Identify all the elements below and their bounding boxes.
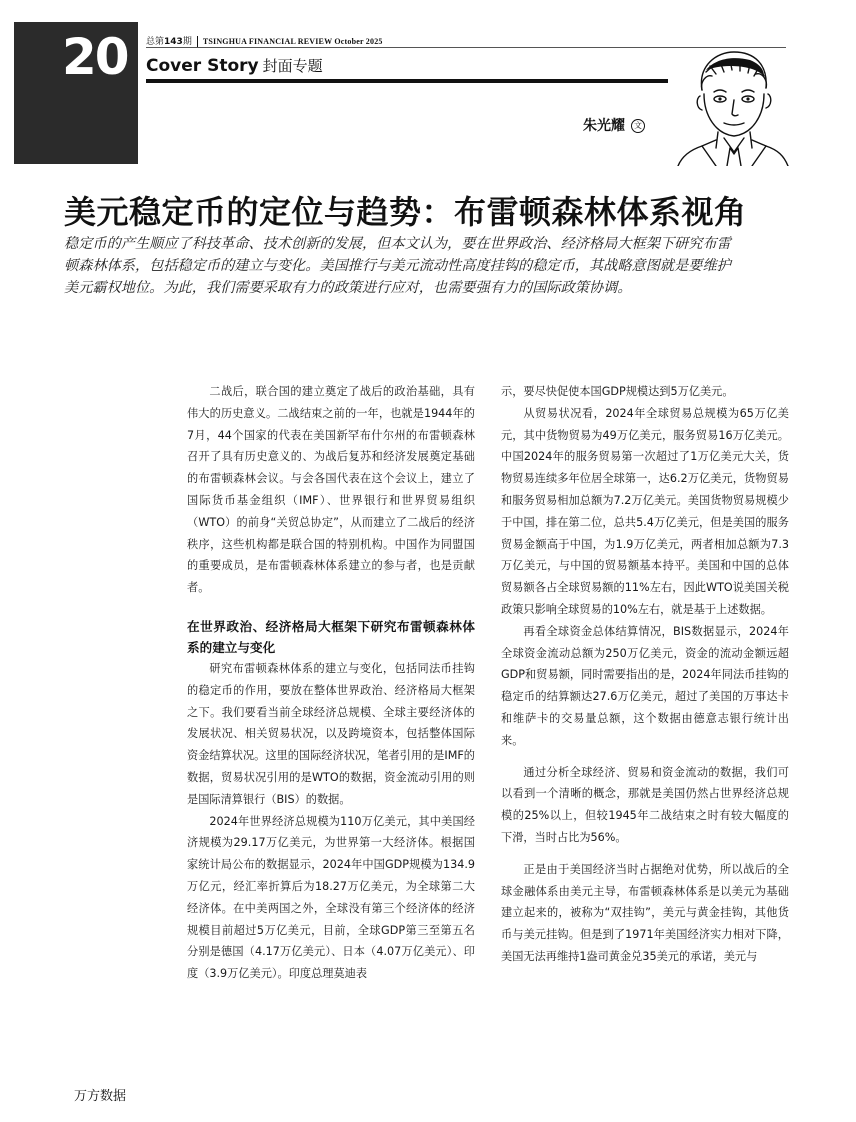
author-portrait-illustration [672, 44, 790, 166]
paragraph: 通过分析全球经济、贸易和资金流动的数据，我们可以看到一个清晰的概念，那就是美国仍然占世界经济总规模的25%以上，但较1945年二战结束之时有较大幅度的下滑，当时占比为56%。 [501, 765, 789, 844]
article-title: 美元稳定币的定位与趋势：布雷顿森林体系视角 [64, 193, 747, 231]
summary-line: 美元霸权地位。为此，我们需要采取有力的政策进行应对，也需要强有力的国际政策协调。 [64, 280, 632, 296]
author-byline [583, 115, 645, 135]
issue-number: 143 [164, 37, 183, 47]
summary-line: 顿森林体系，包括稳定币的建立与变化。美国推行与美元流动性高度挂钩的稳定币，其战略意图就是要维护 [64, 258, 731, 274]
section-en: Cover Story [146, 56, 259, 76]
watermark-text: 万方数据 [74, 1089, 127, 1104]
issue-separator [197, 36, 198, 47]
left-column [187, 381, 475, 985]
section-rule [146, 79, 668, 83]
issue-prefix: 总第 [146, 37, 165, 47]
section-cn: 封面专题 [262, 57, 323, 75]
paragraph: 二战后，联合国的建立奠定了战后的政治基础，具有伟大的历史意义。二战结束之前的一年，也就是1944年的7月，44个国家的代表在美国新罕布什尔州的布雷顿森林召开了具有历史意义的、为战后复苏和经济发展奠定基础的布雷顿森林会议。与会各国代表在这个会议上，建立了国际货币基金组织（IMF）、世界银行和世界贸易组织（WTO）的前身“关贸总协定”，从而建立了二战后的经济秩序，这些机构都是联合国的特别机构。中国作为同盟国的重要成员，是布雷顿森林体系建立的参与者，也是贡献者。 [187, 385, 475, 595]
paragraph: 正是由于美国经济当时占据绝对优势，所以战后的全球金融体系由美元主导，布雷顿森林体系是以美元为基础建立起来的，被称为“双挂钩”，美元与黄金挂钩，其他货币与美元挂钩。但是到了1971年美国经济实力相对下降，美国无法再维持1盎司黄金兑35美元的承诺，美元与 [501, 862, 789, 963]
summary-line: 稳定币的产生顺应了科技革命、技术创新的发展，但本文认为，要在世界政治、经济格局大框架下研究布雷 [64, 236, 731, 252]
author-mark: 文 [631, 119, 645, 133]
paragraph: 2024年世界经济总规模为110万亿美元，其中美国经济规模为29.17万亿美元，为世界第一大经济体。根据国家统计局公布的数据显示，2024年中国GDP规模为134.9万亿元，经汇率折算后为18.27万亿美元，为全球第二大经济体。在中美两国之外，全球没有第三个经济体的经济规模目前超过5万亿美元，目前，全球GDP第三至第五名分别是德国（4.17万亿美元）、日本（4.07万亿美元）、印度（3.9万亿美元）。印度总理莫迪表 [187, 814, 475, 981]
issue-suffix: 期 [182, 37, 192, 47]
paragraph: 研究布雷顿森林体系的建立与变化，包括同法币挂钩的稳定币的作用，要放在整体世界政治、经济格局大框架之下。我们要看当前全球经济总规模、全球主要经济体的发展状况、相关贸易状况，以及跨境资本，包括整体国际资金结算状况。这里的国际经济状况，笔者引用的是IMF的数据，贸易状况引用的是WTO的数据，资金流动引用的则是国际清算银行（BIS）的数据。 [187, 661, 475, 806]
section-label [146, 55, 323, 76]
author-name: 朱光耀 [583, 118, 625, 134]
journal-name: TSINGHUA FINANCIAL REVIEW October 2025 [202, 37, 383, 46]
page-number: 20 [62, 28, 128, 86]
section-heading: 在世界政治、经济格局大框架下研究布雷顿森林体系的建立与变化 [187, 618, 475, 655]
paragraph: 再看全球资金总体结算情况，BIS数据显示，2024年全球资金流动总额为250万亿美元，资金的流动金额远超GDP和贸易额，同时需要指出的是，2024年同法币挂钩的稳定币的结算额达27.6万亿美元，超过了美国的万事达卡和维萨卡的交易量总额，这个数据由德意志银行统计出来。 [501, 624, 789, 747]
article-summary [64, 233, 790, 299]
paragraph: 从贸易状况看，2024年全球贸易总规模为65万亿美元，其中货物贸易为49万亿美元，服务贸易16万亿美元。中国2024年的服务贸易第一次超过了1万亿美元大关，货物贸易连续多年位居全球第一，达6.2万亿美元，货物贸易和服务贸易相加总额为7.2万亿美元。美国货物贸易规模少于中国，排在第二位，总共5.4万亿美元，但是美国的服务贸易金额高于中国，为1.9万亿美元，两者相加总额为7.3万亿美元，与中国的贸易额基本持平。美国和中国的总体贸易额各占全球贸易额的11%左右，因此WTO说美国关税政策只影响全球贸易的10%左右，就是基于上述数据。 [501, 406, 789, 616]
right-column [501, 381, 789, 968]
issue-line [146, 34, 383, 47]
paragraph: 示，要尽快促使本国GDP规模达到5万亿美元。 [501, 385, 734, 398]
